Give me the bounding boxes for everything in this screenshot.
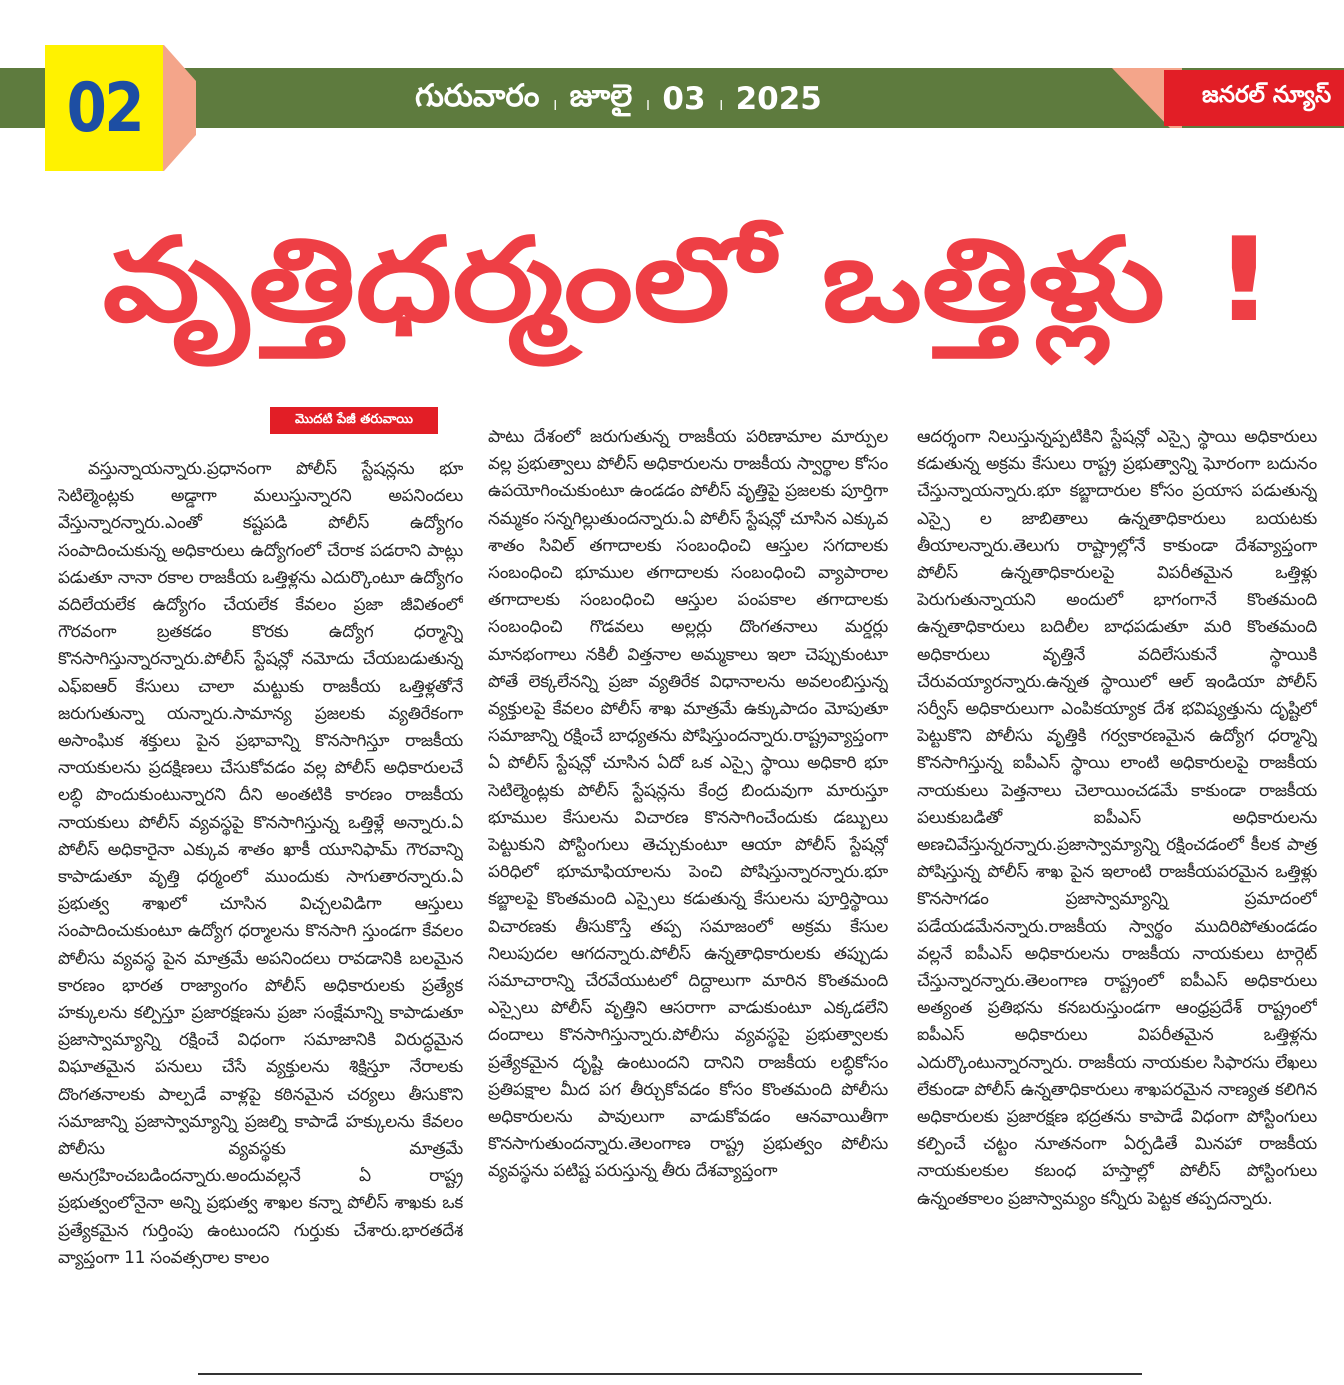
article-column-2: పాటు దేశంలో జరుగుతున్న రాజకీయ పరిణామాల మార్పుల వల్ల ప్రభుత్వాలు పోలీస్ అధికారులను రాజకీయ స్వార్థాల కోసం ఉపయోగించుకుంటూ ఉండడం పోలీస్ వృత్తిపై ప్రజలకు పూర్తిగా నమ్మకం సన్నగిల్లుతుందన్నారు.ఏ పోలీస్ స్టేషన్లో చూసిన ఎక్కువ శాతం సివిల్ తగాదాలకు సంబంధించి ఆస్తుల సగదాలకు సంబంధించి భూముల తగాదాలకు సంబంధించి వ్యాపారాల తగాదాలకు సంబంధించి ఆస్తుల పంపకాల తగాదాలకు సంబంధించి గొడవలు అల్లర్లు దొంగతనాలు మర్డర్లు మానభంగాలు నకిలీ విత్తనాల అమ్మకాలు ఇలా చెప్పుకుంటూ పోతే లెక్కలేనన్ని ప్రజా వ్యతిరేక విధానాలను అవలంబిస్తున్న వ్యక్తులపై కేవలం పోలీస్ శాఖ మాత్రమే ఉక్కుపాదం మోపుతూ సమాజాన్ని రక్షించే బాధ్యతను పోషిస్తుందన్నారు.రాష్ట్రవ్యాప్తంగా ఏ పోలీస్ స్టేషన్లో చూసిన ఏదో ఒక ఎస్సై స్థాయి అధికారి భూ సెటిల్మెంట్లకు పోలీస్ స్టేషన్లను కేంద్ర బిందువుగా మారుస్తూ భూముల కేసులను విచారణ కొనసాగించేందుకు డబ్బులు పెట్టుకుని పోస్టింగులు తెచ్చుకుంటూ ఆయా పోలీస్ స్టేషన్లో పరిధిలో భూమాఫియాలను పెంచి పోషిస్తున్నారన్నారు.భూ కబ్జాలపై కొంతమంది ఎస్సైలు కడుతున్న కేసులను పూర్తిస్థాయి విచారణకు తీసుకొస్తే తప్ప సమాజంలో అక్రమ కేసుల నిలుపుదల ఆగదన్నారు.పోలీస్ ఉన్నతాధికారులకు తప్పుడు సమాచారాన్ని చేరవేయుటలో దిద్దాలుగా మారిన కొంతమంది ఎస్సైలు పోలీస్ వృత్తిని ఆసరాగా వాడుకుంటూ ఎక్కడలేని దందాలు కొనసాగిస్తున్నారు.పోలీసు వ్యవస్థపై ప్రభుత్వాలకు ప్రత్యేకమైన దృష్టి ఉంటుందని దానిని రాజకీయ లబ్ధికోసం ప్రతిపక్షాల మీద పగ తీర్చుకోవడం కోసం కొంతమంది పోలీసు అధికారులను పావులుగా వాడుకోవడం ఆనవాయితీగా కొనసాగుతుందన్నారు.తెలంగాణ రాష్ట్ర ప్రభుత్వం పోలీసు వ్యవస్థను పటిష్ట పరుస్తున్న తీరు దేశవ్యాప్తంగా	[488, 427, 888, 1182]
bottom-divider	[198, 1373, 1142, 1375]
article-column-1: వస్తున్నాయన్నారు.ప్రధానంగా పోలీస్ స్టేషన్లను భూ సెటిల్మెంట్లకు అడ్డాగా మలుస్తున్నారని అపనిందలు వేస్తున్నారన్నారు.ఎంతో కష్టపడి పోలీస్ ఉద్యోగం సంపాదించుకున్న అధికారులు ఉద్యోగంలో చేరాక పడరాని పాట్లు పడుతూ నానా రకాల రాజకీయ ఒత్తిళ్లను ఎదుర్కొంటూ ఉద్యోగం వదిలేయలేక ఉద్యోగం చేయలేక కేవలం ప్రజా జీవితంలో గౌరవంగా బ్రతకడం కొరకు ఉద్యోగ ధర్మాన్ని కొనసాగిస్తున్నారన్నారు.పోలీస్ స్టేషన్లో నమోదు చేయబడుతున్న ఎఫ్ఐఆర్ కేసులు చాలా మట్టుకు రాజకీయ ఒత్తిళ్లతోనే జరుగుతున్నా యన్నారు.సామాన్య ప్రజలకు వ్యతిరేకంగా అసాంఘిక శక్తులు పైన ప్రభావాన్ని కొనసాగిస్తూ రాజకీయ నాయకులను ప్రదక్షిణలు చేసుకోవడం వల్ల పోలీస్ అధికారులచే లబ్ధి పొందుకుంటున్నారని దీని అంతటికి కారణం రాజకీయ నాయకులు పోలీస్ వ్యవస్థపై కొనసాగిస్తున్న ఒత్తిళ్లే అన్నారు.ఏ పోలీస్ అధికారైనా ఎక్కువ శాతం ఖాకీ యూనిఫామ్ గౌరవాన్ని కాపాడుతూ వృత్తి ధర్మంలో ముందుకు సాగుతారన్నారు.ఏ ప్రభుత్వ శాఖలో చూసిన విచ్చలవిడిగా ఆస్తులు సంపాదించుకుంటూ ఉద్యోగ ధర్మాలను కొనసాగి స్తుండగా కేవలం పోలీసు వ్యవస్థ పైన మాత్రమే అపనిందలు రావడానికి బలమైన కారణం భారత రాజ్యాంగం పోలీస్ అధికారులకు ప్రత్యేక హక్కులను కల్పిస్తూ ప్రజారక్షణను ప్రజా సంక్షేమాన్ని కాపాడుతూ ప్రజాస్వామ్యాన్ని రక్షించే విధంగా సమాజానికి విరుద్ధమైన విఘాతమైన పనులు చేసే వ్యక్తులను శిక్షిస్తూ నేరాలకు దొంగతనాలకు పాల్పడే వాళ్లపై కఠినమైన చర్యలు తీసుకొని సమాజాన్ని ప్రజాస్వామ్యాన్ని ప్రజల్ని కాపాడే హక్కులను కేవలం పోలీసు వ్యవస్థకు మాత్రమే అనుగ్రహించబడిందన్నారు.అందువల్లనే ఏ రాష్ట్ర ప్రభుత్వంలోనైనా అన్ని ప్రభుత్వ శాఖల కన్నా పోలీస్ శాఖకు ఒక ప్రత్యేకమైన గుర్తింపు ఉంటుందని గుర్తుకు చేశారు.భారతదేశ వ్యాప్తంగా 11 సంవత్సరాల కాలం	[58, 459, 463, 1268]
date-year: 2025	[735, 81, 822, 117]
date-day-number: 03	[662, 81, 706, 117]
header-left-flap	[158, 45, 196, 171]
section-label: జనరల్ న్యూస్	[1202, 82, 1332, 108]
date-separator: ।	[644, 95, 651, 114]
date-separator: ।	[717, 95, 724, 114]
article-column-3: ఆదర్శంగా నిలుస్తున్నప్పటికిని స్టేషన్లో ఎస్సై స్థాయి అధికారులు కడుతున్న అక్రమ కేసులు రాష్ట్ర ప్రభుత్వాన్ని ఘోరంగా బదునం చేస్తున్నాయన్నారు.భూ కబ్జాదారుల కోసం ప్రయాస పడుతున్న ఎస్సై ల జాబితాలు ఉన్నతాధికారులు బయటకు తీయాలన్నారు.తెలుగు రాష్ట్రాల్లోనే కాకుండా దేశవ్యాప్తంగా పోలీస్ ఉన్నతాధికారులపై విపరీతమైన ఒత్తిళ్లు పెరుగుతున్నాయని అందులో భాగంగానే కొంతమంది ఉన్నతాధికారులు బదిలీల బాధపడుతూ మరి కొంతమంది అధికారులు వృత్తినే వదిలేసుకునే స్థాయికి చేరువయ్యారన్నారు.ఉన్నత స్థాయిలో ఆల్ ఇండియా పోలీస్ సర్వీస్ అధికారులుగా ఎంపికయ్యాక దేశ భవిష్యత్తును దృష్టిలో పెట్టుకొని పోలీసు వృత్తికి గర్వకారణమైన ఉద్యోగ ధర్మాన్ని కొనసాగిస్తున్న ఐపీఎస్ స్థాయి లాంటి అధికారులపై రాజకీయ నాయకులు పెత్తనాలు చెలాయించడమే కాకుండా రాజకీయ పలుకుబడితో ఐపీఎస్ అధికారులను అణచివేస్తున్నరన్నారు.ప్రజాస్వామ్యాన్ని రక్షించడంలో కీలక పాత్ర పోషిస్తున్న పోలీస్ శాఖ పైన ఇలాంటి రాజకీయపరమైన ఒత్తిళ్లు కొనసాగడం ప్రజాస్వామ్యాన్ని ప్రమాదంలో పడేయడమేనన్నారు.రాజకీయ స్వార్థం ముదిరిపోతుండడం వల్లనే ఐపీఎస్ అధికారులను రాజకీయ నాయకులు టార్గెట్ చేస్తున్నారన్నారు.తెలంగాణ రాష్ట్రంలో ఐపీఎస్ అధికారులు అత్యంత ప్రతిభను కనబరుస్తుండగా ఆంధ్రప్రదేశ్ రాష్ట్రంలో ఐపీఎస్ అధికారులు విపరీతమైన ఒత్తిళ్లను ఎదుర్కొంటున్నారన్నారు. రాజకీయ నాయకుల సిఫారసు లేఖలు లేకుండా పోలీస్ ఉన్నతాధికారులు శాఖపరమైన నాణ్యత కలిగిన అధికారులకు ప్రజారక్షణ భద్రతను కాపాడే విధంగా పోస్టింగులు కల్పించే చట్టం నూతనంగా ఏర్పడితే మినహా రాజకీయ నాయకులకుల కబంధ హస్తాల్లో పోలీస్ పోస్టింగులు ఉన్నంతకాలం ప్రజాస్వామ్యం కన్నీరు పెట్టక తప్పదన్నారు.	[917, 427, 1317, 1209]
section-label-box	[1164, 70, 1344, 126]
date-day: గురువారం	[415, 77, 540, 114]
continuation-label: మొదటి పేజీ తరువాయి	[270, 407, 438, 434]
date-month: జూలై	[569, 77, 633, 114]
article-headline	[64, 190, 1314, 400]
date-separator: ।	[551, 95, 558, 114]
issue-date	[415, 74, 822, 124]
page-number: 02	[66, 68, 142, 148]
headline-text: వృత్తిధర్మంలో ఒత్తిళ్లు !	[102, 213, 1276, 348]
page-number-box	[45, 45, 163, 171]
